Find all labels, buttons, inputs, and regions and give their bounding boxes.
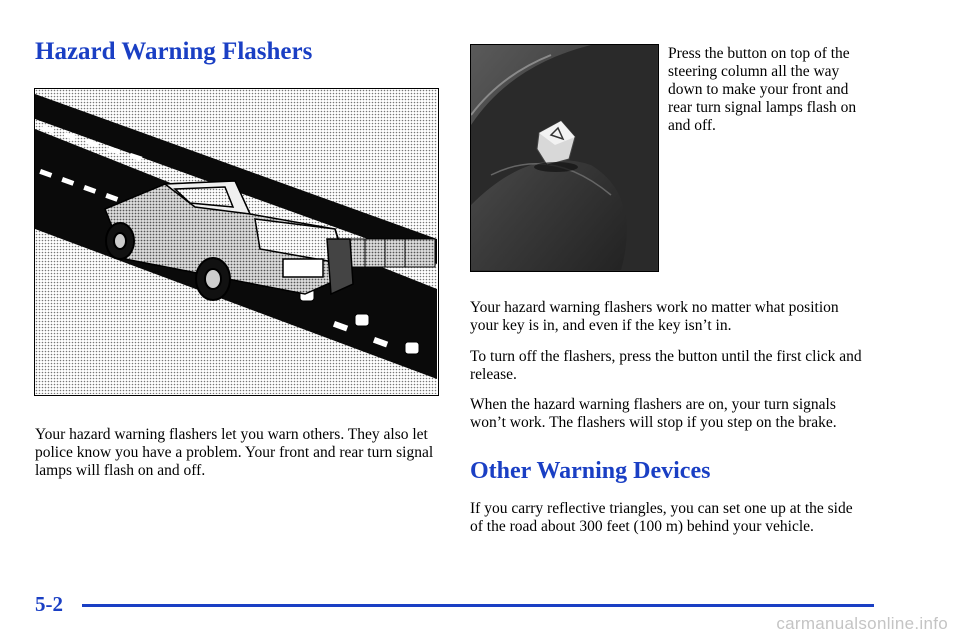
button-caption: Press the button on top of the steering column all the way down to make your front and rear turn signal lamps flash on and off. <box>668 45 857 134</box>
footer-rule <box>82 604 874 607</box>
section-title: Hazard Warning Flashers <box>35 38 313 65</box>
watermark: carmanualsonline.info <box>776 614 948 633</box>
subsection-paragraph: If you carry reflective triangles, you can set one up at the side of the road about 300 feet (100 m) behind your vehicle. <box>470 500 853 535</box>
right-paragraph-2: To turn off the flashers, press the button until the first click and release. <box>470 348 862 383</box>
right-paragraph-1: Your hazard warning flashers work no matter what position your key is in, and even if the key isn’t in. <box>470 299 839 334</box>
truck-hazard-illustration <box>34 88 439 396</box>
page-number: 5-2 <box>35 592 63 616</box>
subsection-title: Other Warning Devices <box>470 458 711 484</box>
hazard-button-photo <box>470 44 659 272</box>
left-paragraph: Your hazard warning flashers let you warn others. They also let police know you have a problem. Your front and rear turn signal lamps will flash on and off. <box>35 426 434 479</box>
right-paragraph-3: When the hazard warning flashers are on, your turn signals won’t work. The flashers will stop if you step on the brake. <box>470 396 837 431</box>
